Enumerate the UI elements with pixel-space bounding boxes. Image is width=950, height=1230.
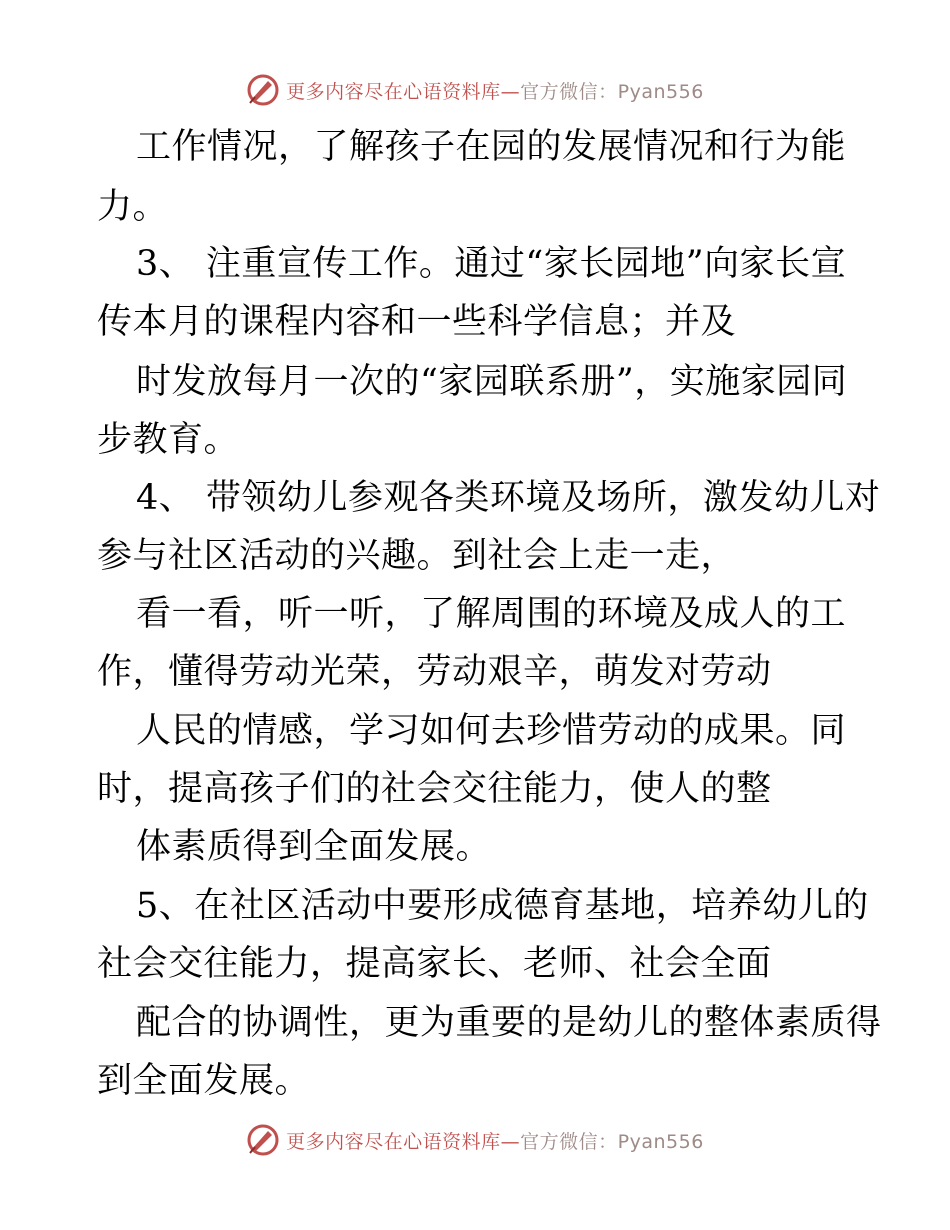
watermark-text: 更多内容尽在心语资料库—官方微信：Pyan556 (286, 80, 704, 103)
text-line: 人民的情感，学习如何去珍惜劳动的成果。同 (136, 711, 847, 751)
watermark-wechat: 官方微信：Pyan556 (520, 80, 704, 103)
text-line: 工作情况，了解孩子在园的发展情况和行为能 (136, 127, 847, 167)
text-line: 配合的协调性，更为重要的是幼儿的整体素质得 (136, 1003, 882, 1043)
watermark-group (246, 1123, 704, 1157)
text-line: 看一看，听一听，了解周围的环境及成人的工 (136, 594, 847, 634)
text-line: 4、 带领幼儿参观各类环境及场所，激发幼儿对 (136, 478, 881, 518)
text-line: 体素质得到全面发展。 (136, 827, 492, 867)
text-line: 5、在社区活动中要形成德育基地，培养幼儿的 (136, 886, 869, 926)
watermark-wechat: 官方微信：Pyan556 (520, 1130, 704, 1153)
text-line: 时，提高孩子们的社会交往能力，使人的整 (97, 769, 772, 809)
text-line: 传本月的课程内容和一些科学信息；并及 (97, 302, 737, 342)
text-line: 3、 注重宣传工作。通过“家长园地”向家长宣 (136, 244, 847, 284)
watermark-text: 更多内容尽在心语资料库—官方微信：Pyan556 (286, 1130, 704, 1153)
text-line: 到全面发展。 (97, 1061, 311, 1101)
text-line: 时发放每月一次的“家园联系册”，实施家园同 (136, 362, 848, 402)
footer-watermark (0, 1120, 950, 1160)
text-line: 社会交往能力，提高家长、老师、社会全面 (97, 944, 772, 984)
quill-logo-icon (246, 1123, 280, 1157)
text-line: 步教育。 (97, 420, 240, 460)
text-line: 力。 (97, 187, 169, 227)
text-line: 作，懂得劳动光荣，劳动艰辛，萌发对劳动 (97, 652, 772, 692)
text-line: 参与社区活动的兴趣。到社会上走一走， (97, 536, 737, 576)
